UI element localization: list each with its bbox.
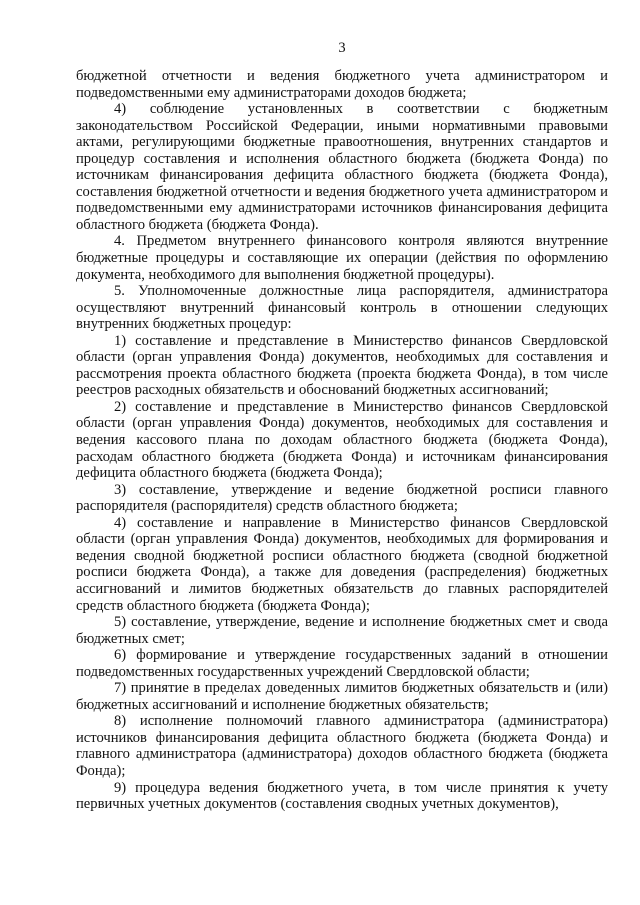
paragraph-item-1: 1) составление и представление в Министерство финансов Свердловской области (орган управления Фонда) документов, необходимых для составления и рассмотрения проекта областного бюджета (проекта бюджета Фонда), в том числе реестров расходных обязательств и обоснований бюджетных ассигнований; bbox=[76, 332, 608, 399]
paragraph-section-5-officials: 5. Уполномоченные должностные лица распорядителя, администратора осуществляют внутренний финансовый контроль в отношении следующих внутренних бюджетных процедур: bbox=[76, 283, 608, 333]
paragraph-section-4-subject: 4. Предметом внутреннего финансового контроля являются внутренние бюджетные процедуры и составляющие их операции (действия по оформлению документа, необходимого для выполнения бюджетной процедуры). bbox=[76, 233, 608, 283]
paragraph-continuation: бюджетной отчетности и ведения бюджетного учета администратором и подведомственными ему администраторами доходов бюджета; bbox=[76, 68, 608, 101]
paragraph-item-5: 5) составление, утверждение, ведение и исполнение бюджетных смет и свода бюджетных смет; bbox=[76, 614, 608, 647]
page-number: 3 bbox=[338, 40, 346, 56]
paragraph-item-2: 2) составление и представление в Министерство финансов Свердловской области (орган управления Фонда) документов, необходимых для составления и ведения кассового плана по доходам областного бюджета (бюджета Фонда), расходам областного бюджета (бюджета Фонда) и источникам финансирования дефицита областного бюджета (бюджета Фонда); bbox=[76, 398, 608, 482]
paragraph-item-6: 6) формирование и утверждение государственных заданий в отношении подведомственных государственных учреждений Свердловской области; bbox=[76, 647, 608, 680]
document-body bbox=[76, 68, 608, 813]
paragraph-item-7: 7) принятие в пределах доведенных лимитов бюджетных обязательств и (или) бюджетных ассигнований и исполнение бюджетных обязательств; bbox=[76, 680, 608, 713]
paragraph-item-4-compliance: 4) соблюдение установленных в соответствии с бюджетным законодательством Российской Федерации, иными нормативными правовыми актами, регулирующими бюджетные правоотношения, внутренних стандартов и процедур составления и исполнения областного бюджета (бюджета Фонда) по источникам финансирования дефицита областного бюджета (бюджета Фонда), составления бюджетной отчетности и ведения бюджетного учета администратором и подведомственными ему администраторами источников финансирования дефицита областного бюджета (бюджета Фонда). bbox=[76, 101, 608, 233]
paragraph-item-8: 8) исполнение полномочий главного администратора (администратора) источников финансирования дефицита областного бюджета (бюджета Фонда) и главного администратора (администратора) доходов областного бюджета (бюджета Фонда); bbox=[76, 713, 608, 779]
paragraph-item-3: 3) составление, утверждение и ведение бюджетной росписи главного распорядителя (распорядителя) средств областного бюджета; bbox=[76, 481, 608, 515]
paragraph-item-4: 4) составление и направление в Министерство финансов Свердловской области (орган управления Фонда) документов, необходимых для формирования и ведения сводной бюджетной росписи областного бюджета (сводной бюджетной росписи бюджета Фонда), а также для доведения (распределения) бюджетных ассигнований и лимитов бюджетных обязательств до главных распорядителей средств областного бюджета (бюджета Фонда); bbox=[76, 514, 608, 614]
paragraph-item-9: 9) процедура ведения бюджетного учета, в том числе принятия к учету первичных учетных документов (составления сводных учетных документов), bbox=[76, 779, 608, 813]
